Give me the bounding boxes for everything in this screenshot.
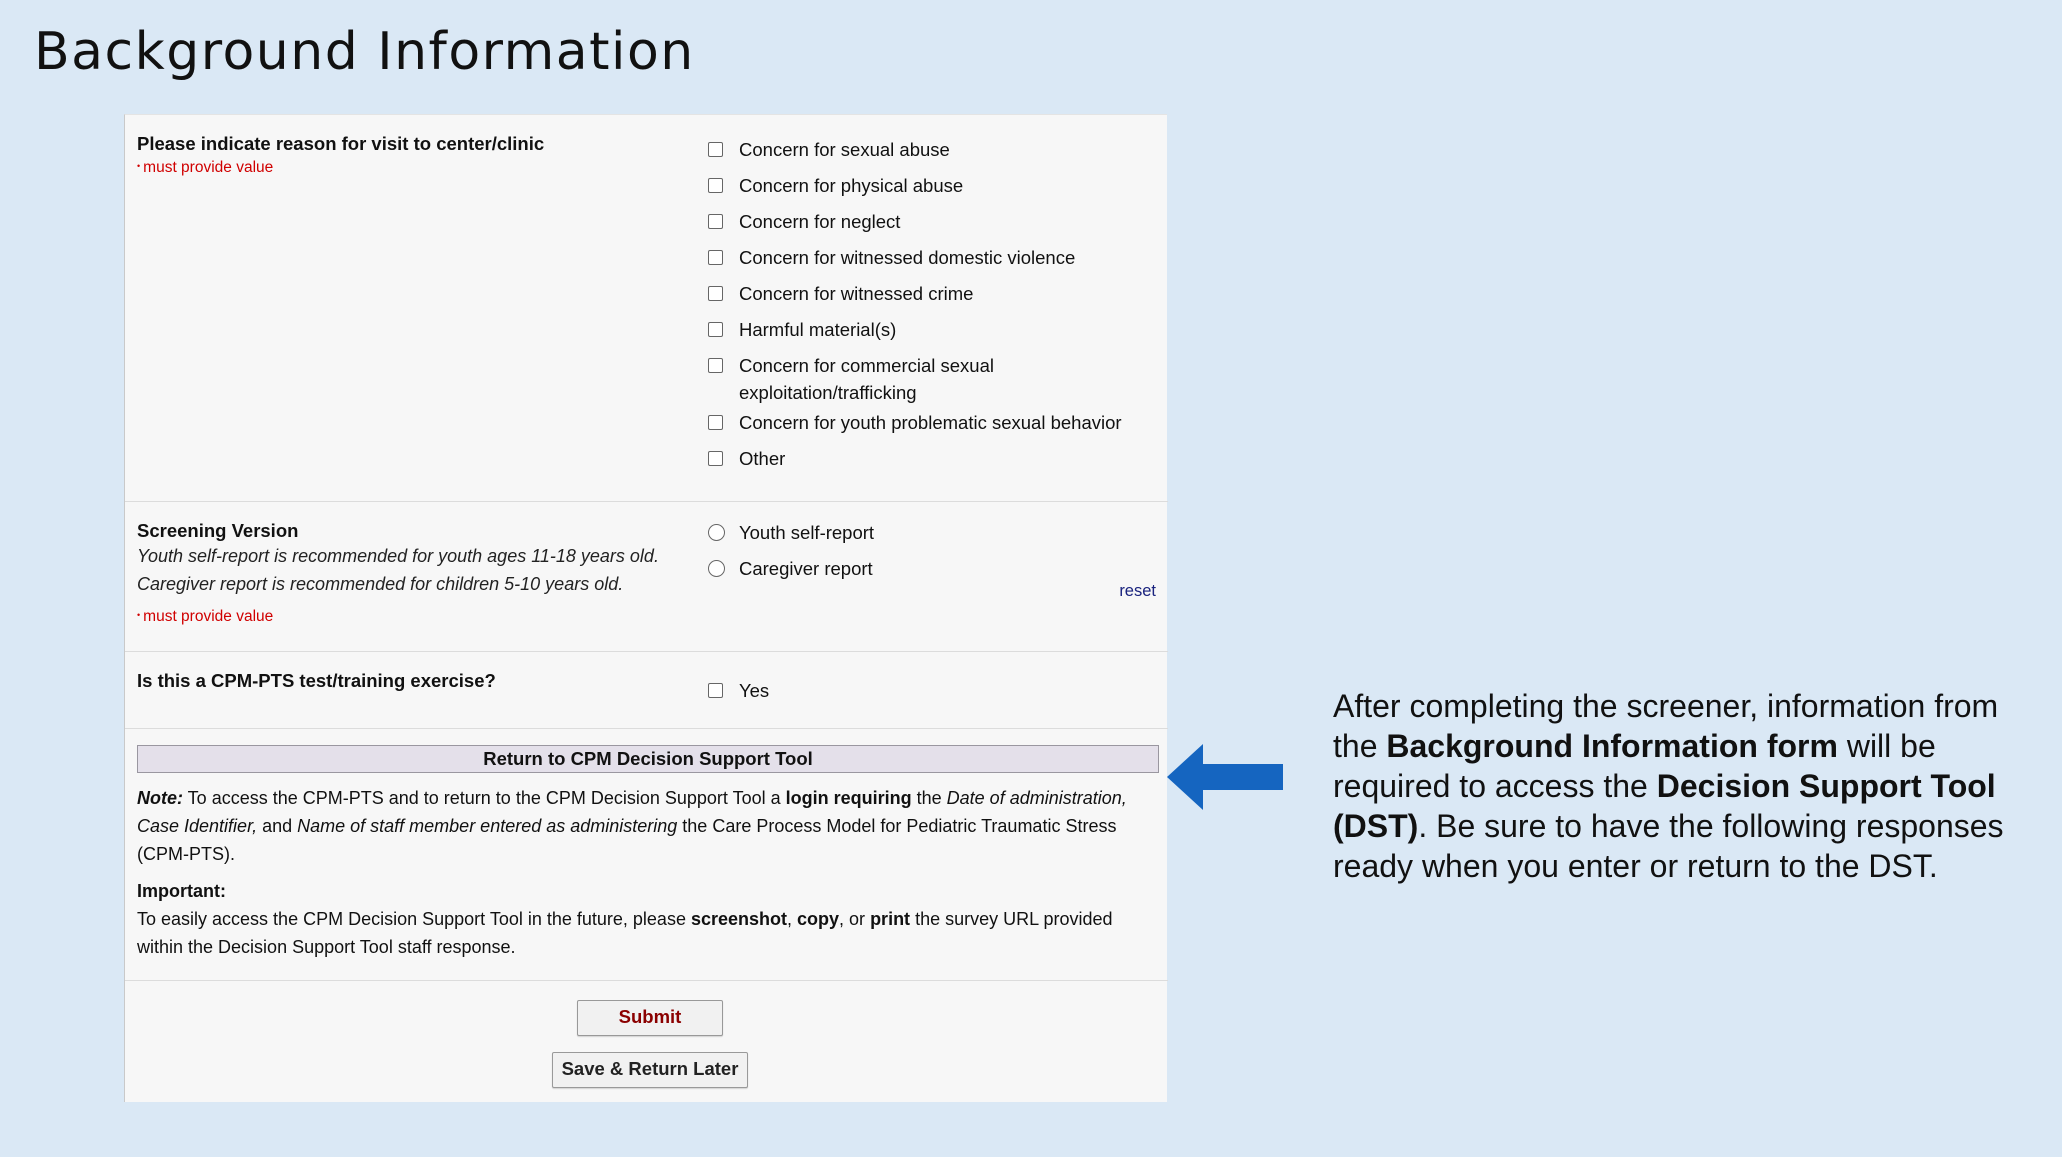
option-label: Other [739,448,786,469]
left-arrow-icon [1165,742,1285,812]
dst-section-header: Return to CPM Decision Support Tool [137,745,1159,773]
note-bold: login requiring [785,788,912,808]
option-label: Concern for witnessed crime [739,283,974,304]
reason-required-text: must provide value [143,159,274,176]
important-text-part: the survey URL provided within the Decision Support Tool staff response. [137,909,1113,957]
survey-form-panel [124,114,1167,1102]
reset-link[interactable]: reset [1119,582,1156,600]
note-italic: Name of staff member entered as administering [297,816,678,836]
reason-option[interactable] [708,177,963,199]
test-option-yes[interactable] [708,682,769,704]
option-label: Concern for sexual abuse [739,139,950,160]
screening-option-caregiver[interactable] [708,560,873,582]
screening-hint-line-1: Youth self-report is recommended for youth ages 11-18 years old. [137,546,659,566]
side-note-bold: Background Information form [1386,728,1838,764]
option-label: Caregiver report [739,558,873,579]
reason-option[interactable] [708,249,1075,271]
reason-option[interactable] [708,141,950,163]
note-text: the Care Process Model for Pediatric Traumatic Stress (CPM-PTS). [137,816,1117,864]
option-label: Youth self-report [739,522,875,543]
screening-option-youth[interactable] [708,524,874,546]
checkbox[interactable] [708,358,723,373]
reason-required-note: • must provide value [137,159,274,176]
side-note-text: will be required to access the [1333,728,1936,804]
important-bold: copy [797,909,840,929]
reason-option[interactable] [708,357,994,406]
checkbox[interactable] [708,322,723,337]
important-label: Important: [137,881,226,901]
dst-section [125,729,1168,981]
important-bold: screenshot [690,909,788,929]
note-text: To access the CPM-PTS and to return to the CPM Decision Support Tool a [183,788,786,808]
reason-for-visit-section [125,115,1168,502]
screening-required-text: must provide value [143,608,274,625]
note-text: the [911,788,947,808]
important-text-part: , [787,909,798,929]
screening-hint-line-2: Caregiver report is recommended for children 5-10 years old. [137,574,624,594]
side-note-text: After completing the screener, information from the [1333,688,1999,764]
checkbox[interactable] [708,142,723,157]
option-label: Concern for neglect [739,211,901,232]
checkbox[interactable] [708,178,723,193]
screening-version-section [125,502,1168,652]
test-exercise-section [125,652,1168,729]
test-question-label: Is this a CPM-PTS test/training exercise? [137,670,496,691]
checkbox[interactable] [708,214,723,229]
note-text: and [257,816,298,836]
note-italic: Date of administration, Case Identifier, [137,788,1127,836]
option-label: Harmful material(s) [739,319,897,340]
option-label: Yes [739,680,770,701]
note-label: Note: [137,788,183,808]
submit-button[interactable]: Submit [577,1000,723,1036]
option-label: Concern for physical abuse [739,175,964,196]
important-text-part: To easily access the CPM Decision Support Tool in the future, please [137,909,691,929]
save-return-later-button[interactable]: Save & Return Later [552,1052,748,1088]
reason-option[interactable] [708,285,973,307]
side-note-bold: Decision Support Tool (DST) [1333,768,1996,844]
screening-required-note: • must provide value [137,608,274,625]
reason-option[interactable] [708,450,785,472]
reason-option[interactable] [708,213,900,235]
option-label: Concern for commercial sexual exploitation/trafficking [739,355,994,403]
checkbox[interactable] [708,250,723,265]
reason-question-label: Please indicate reason for visit to center/clinic [137,133,545,154]
reason-option[interactable] [708,321,896,343]
screening-question-label: Screening Version [137,520,299,541]
checkbox[interactable] [708,451,723,466]
checkbox[interactable] [708,683,723,698]
radio-button[interactable] [708,560,725,577]
side-note [1333,686,2033,886]
option-label: Concern for youth problematic sexual behavior [739,412,1122,433]
important-text [137,905,1157,961]
dst-note [137,784,1157,868]
side-note-text: . Be sure to have the following responses ready when you enter or return to the DST. [1333,808,2004,884]
important-text-part: , or [839,909,871,929]
reason-option[interactable] [708,414,1122,436]
important-bold: print [870,909,911,929]
slide-title: Background Information [34,22,695,82]
option-label: Concern for witnessed domestic violence [739,247,1076,268]
checkbox[interactable] [708,286,723,301]
radio-button[interactable] [708,524,725,541]
checkbox[interactable] [708,415,723,430]
